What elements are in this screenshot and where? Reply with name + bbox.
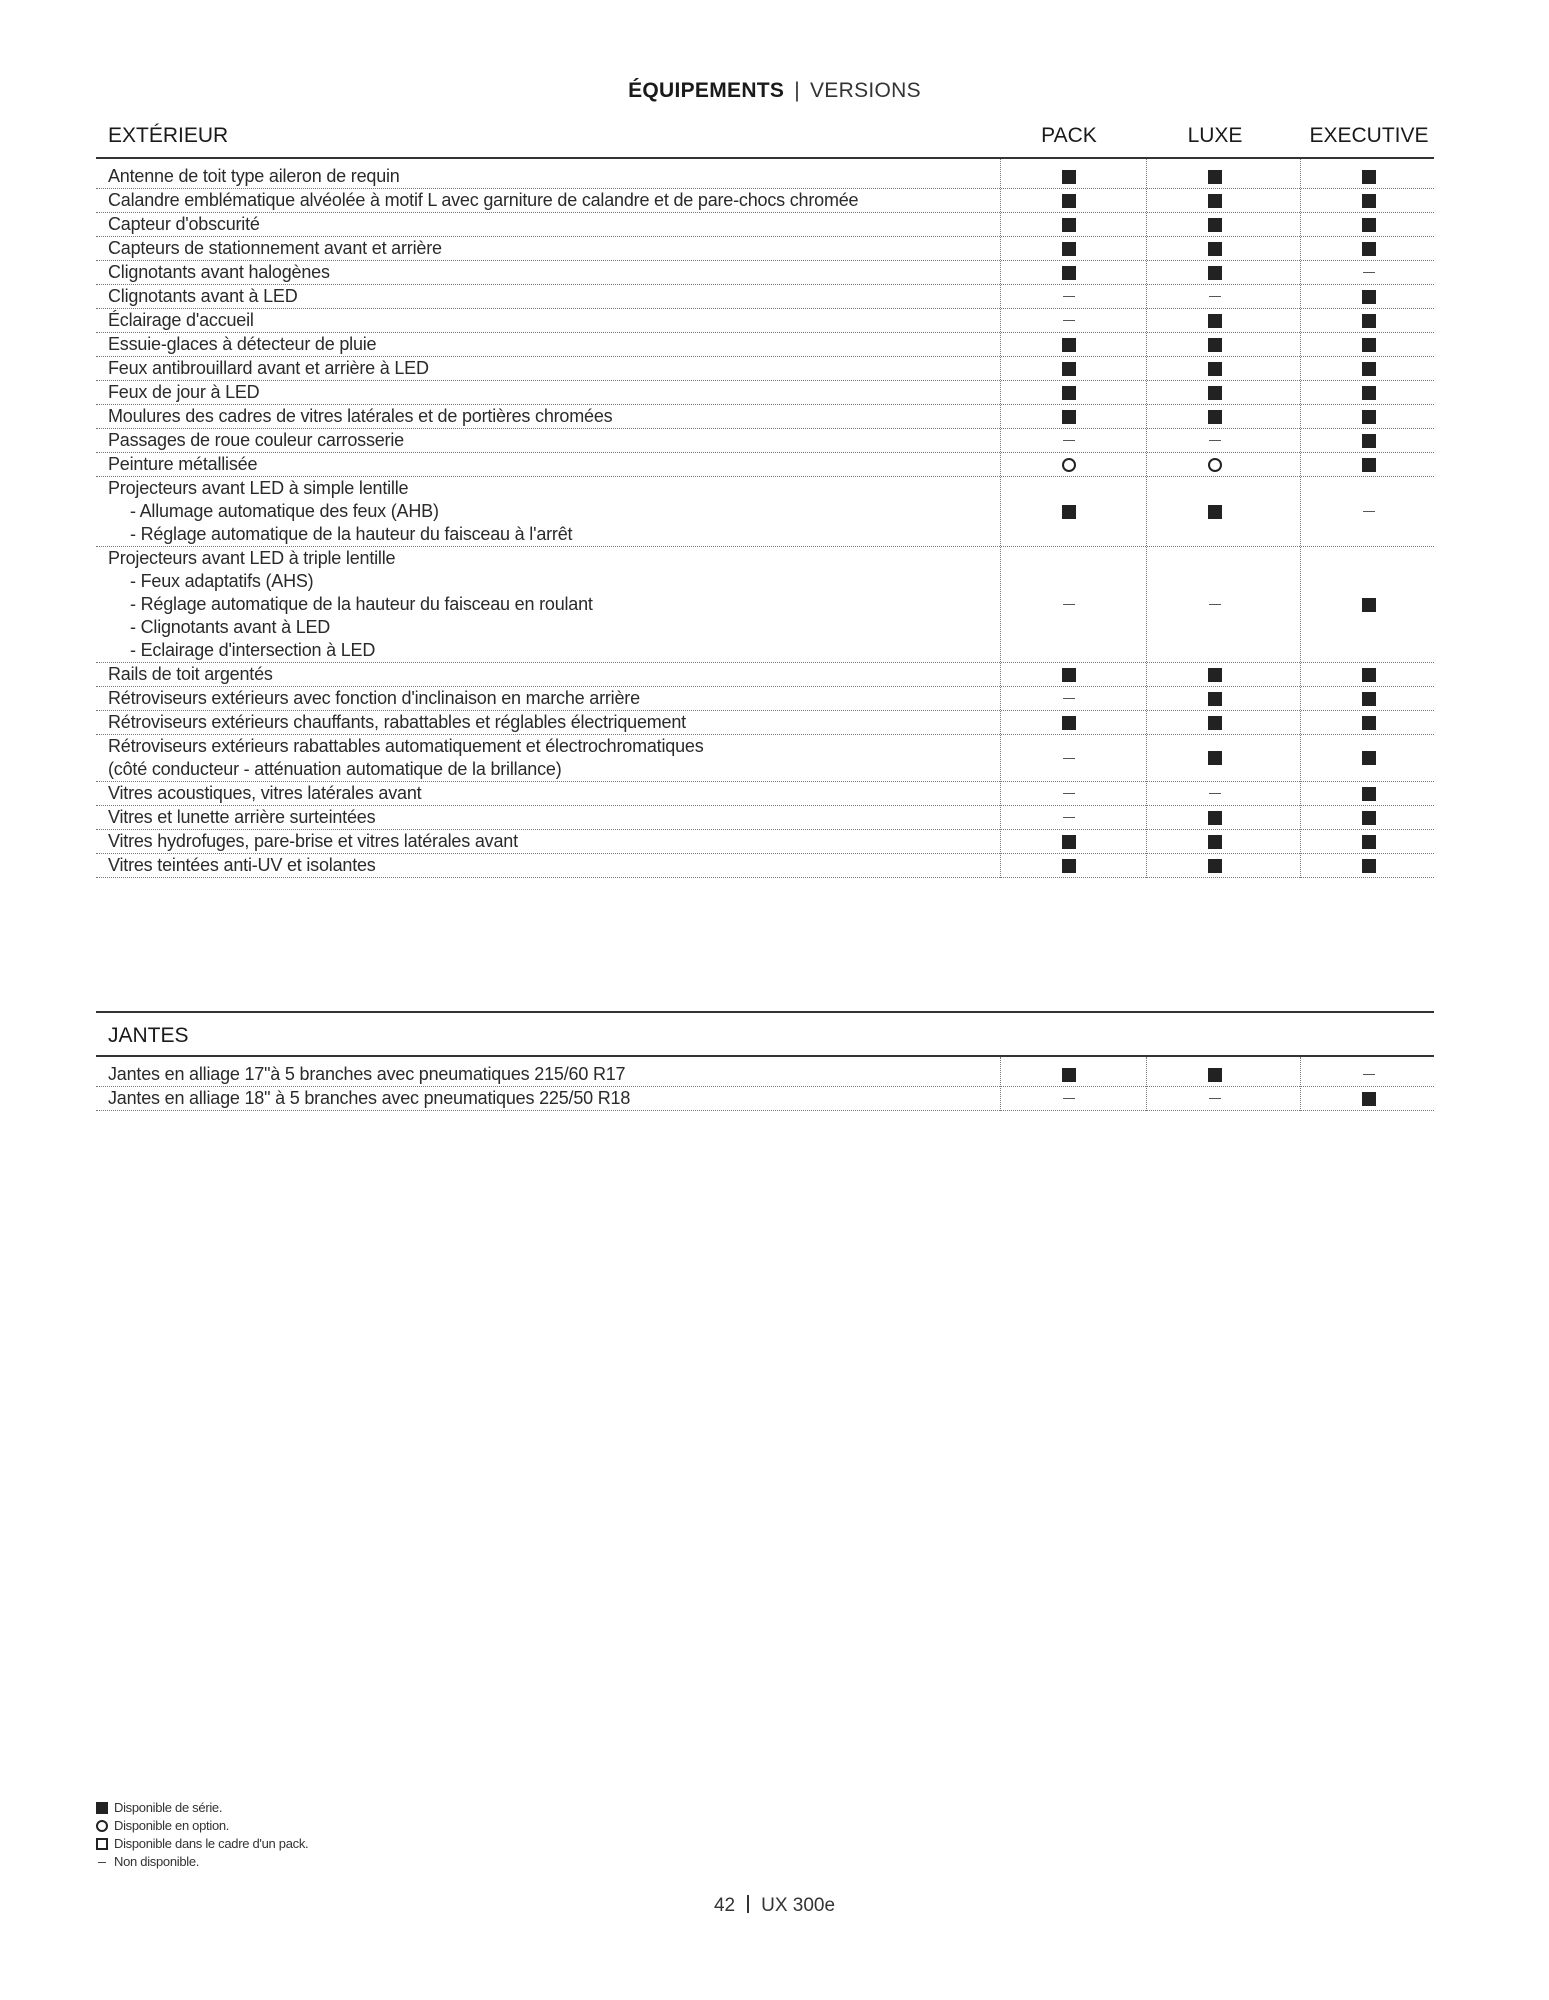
- cell-luxe: [1145, 165, 1285, 188]
- standard-square-icon: [1362, 751, 1376, 765]
- cell-executive: [1299, 547, 1439, 662]
- not-available-dash-icon: [1063, 296, 1075, 297]
- cell-luxe: [1145, 357, 1285, 380]
- legend-item: [96, 1835, 308, 1853]
- standard-square-icon: [1062, 835, 1076, 849]
- feature-name: Calandre emblématique alvéolée à motif L avec garniture de calandre et de pare-chocs chromée: [108, 190, 859, 210]
- standard-square-icon: [1062, 170, 1076, 184]
- standard-square-icon: [1208, 194, 1222, 208]
- row-label: [96, 711, 1000, 734]
- row-label: [96, 453, 1000, 476]
- standard-square-icon: [1208, 410, 1222, 424]
- legend-text: Disponible dans le cadre d'un pack.: [114, 1836, 309, 1851]
- row-label: [96, 405, 1000, 428]
- cell-executive: [1299, 213, 1439, 236]
- model-name: UX 300e: [761, 1895, 836, 1916]
- row-label: [96, 261, 1000, 284]
- standard-square-icon: [1208, 835, 1222, 849]
- not-available-dash-icon: [1209, 296, 1221, 297]
- option-circle-icon: [1062, 458, 1076, 472]
- standard-square-icon: [1208, 170, 1222, 184]
- cell-pack: [999, 453, 1139, 476]
- cell-executive: [1299, 830, 1439, 853]
- feature-name: Feux de jour à LED: [108, 382, 260, 402]
- standard-square-icon: [1362, 811, 1376, 825]
- cell-pack: [999, 333, 1139, 356]
- cell-luxe: [1145, 687, 1285, 710]
- cell-executive: [1299, 711, 1439, 734]
- standard-square-icon: [1362, 692, 1376, 706]
- not-available-dash-icon: [1209, 440, 1221, 441]
- row-label: [96, 806, 1000, 829]
- feature-detail: (côté conducteur - atténuation automatique de la brillance): [108, 759, 562, 779]
- row-label: [96, 333, 1000, 356]
- standard-square-icon: [1062, 266, 1076, 280]
- standard-square-icon: [1362, 242, 1376, 256]
- row-label: [96, 309, 1000, 332]
- cell-luxe: [1145, 261, 1285, 284]
- feature-name: Vitres hydrofuges, pare-brise et vitres latérales avant: [108, 831, 518, 851]
- table-row: [96, 1087, 1434, 1111]
- standard-square-icon: [1362, 410, 1376, 424]
- table-row: [96, 381, 1434, 405]
- standard-square-icon: [1208, 751, 1222, 765]
- standard-square-icon: [1208, 338, 1222, 352]
- standard-square-icon: [1062, 242, 1076, 256]
- row-label: [96, 237, 1000, 260]
- standard-square-icon: [1362, 290, 1376, 304]
- standard-square-icon: [1362, 434, 1376, 448]
- table-row: [96, 735, 1434, 782]
- feature-name: Peinture métallisée: [108, 454, 258, 474]
- cell-executive: [1299, 165, 1439, 188]
- cell-luxe: [1145, 309, 1285, 332]
- cell-executive: [1299, 381, 1439, 404]
- row-label: [96, 782, 1000, 805]
- cell-pack: [999, 663, 1139, 686]
- standard-square-icon: [1062, 668, 1076, 682]
- table-row: [96, 806, 1434, 830]
- feature-name: Moulures des cadres de vitres latérales et de portières chromées: [108, 406, 613, 426]
- standard-square-icon: [1208, 668, 1222, 682]
- cell-executive: [1299, 237, 1439, 260]
- feature-name: Vitres acoustiques, vitres latérales avant: [108, 783, 422, 803]
- feature-name: Vitres et lunette arrière surteintées: [108, 807, 376, 827]
- standard-square-icon: [1362, 716, 1376, 730]
- not-available-dash-icon: [1063, 817, 1075, 818]
- cell-executive: [1299, 782, 1439, 805]
- row-label: [96, 165, 1000, 188]
- feature-name: Clignotants avant à LED: [108, 286, 298, 306]
- cell-pack: [999, 547, 1139, 662]
- standard-square-icon: [1208, 242, 1222, 256]
- row-label: [96, 357, 1000, 380]
- feature-name: Antenne de toit type aileron de requin: [108, 166, 400, 186]
- feature-name: Éclairage d'accueil: [108, 310, 254, 330]
- table-row: [96, 1063, 1434, 1087]
- feature-detail: - Allumage automatique des feux (AHB): [130, 501, 439, 521]
- section-title: JANTES: [108, 1024, 189, 1047]
- feature-name: Jantes en alliage 18" à 5 branches avec pneumatiques 225/50 R18: [108, 1088, 631, 1108]
- table-row: [96, 687, 1434, 711]
- table-row: [96, 189, 1434, 213]
- table-row: [96, 453, 1434, 477]
- page-number: 42: [713, 1895, 736, 1916]
- standard-square-icon: [1062, 338, 1076, 352]
- cell-pack: [999, 854, 1139, 877]
- cell-executive: [1299, 1063, 1439, 1086]
- footer-separator: [747, 1895, 749, 1913]
- cell-luxe: [1145, 429, 1285, 452]
- cell-luxe: [1145, 547, 1285, 662]
- standard-square-icon: [1208, 362, 1222, 376]
- standard-square-icon: [1062, 386, 1076, 400]
- legend-text: Disponible de série.: [114, 1800, 223, 1815]
- table-row: [96, 782, 1434, 806]
- table-row: [96, 663, 1434, 687]
- standard-square-icon: [1062, 194, 1076, 208]
- page-header: [0, 78, 1549, 104]
- not-available-dash-icon: [1363, 1074, 1375, 1075]
- cell-luxe: [1145, 285, 1285, 308]
- cell-luxe: [1145, 735, 1285, 781]
- standard-square-icon: [1362, 859, 1376, 873]
- feature-name: Passages de roue couleur carrosserie: [108, 430, 404, 450]
- feature-name: Vitres teintées anti-UV et isolantes: [108, 855, 376, 875]
- cell-executive: [1299, 189, 1439, 212]
- feature-name: Feux antibrouillard avant et arrière à LED: [108, 358, 429, 378]
- column-header-pack: PACK: [1041, 124, 1097, 147]
- feature-detail: - Feux adaptatifs (AHS): [130, 571, 314, 591]
- cell-pack: [999, 237, 1139, 260]
- table-row: [96, 261, 1434, 285]
- legend-item: [96, 1799, 308, 1817]
- row-label: [96, 285, 1000, 308]
- feature-detail: - Eclairage d'intersection à LED: [130, 640, 376, 660]
- cell-luxe: [1145, 213, 1285, 236]
- option-circle-icon: [96, 1820, 108, 1832]
- section-exterieur: [96, 113, 1434, 878]
- cell-pack: [999, 830, 1139, 853]
- standard-square-icon: [1062, 859, 1076, 873]
- cell-luxe: [1145, 663, 1285, 686]
- legend-item: [96, 1817, 308, 1835]
- standard-square-icon: [1362, 668, 1376, 682]
- not-available-dash-icon: [1363, 511, 1375, 512]
- cell-pack: [999, 782, 1139, 805]
- cell-luxe: [1145, 189, 1285, 212]
- standard-square-icon: [1062, 505, 1076, 519]
- cell-pack: [999, 1063, 1139, 1086]
- legend-symbol: [96, 1862, 114, 1863]
- table-row: [96, 405, 1434, 429]
- table-row: [96, 357, 1434, 381]
- standard-square-icon: [1208, 716, 1222, 730]
- cell-executive: [1299, 735, 1439, 781]
- feature-detail: - Réglage automatique de la hauteur du faisceau à l'arrêt: [130, 524, 573, 544]
- cell-pack: [999, 381, 1139, 404]
- cell-pack: [999, 261, 1139, 284]
- cell-luxe: [1145, 453, 1285, 476]
- standard-square-icon: [1362, 835, 1376, 849]
- legend: [96, 1799, 308, 1871]
- cell-pack: [999, 687, 1139, 710]
- standard-square-icon: [1362, 787, 1376, 801]
- option-circle-icon: [1208, 458, 1222, 472]
- row-label: [96, 381, 1000, 404]
- column-header-executive: EXECUTIVE: [1309, 124, 1429, 147]
- table-row: [96, 547, 1434, 663]
- cell-executive: [1299, 429, 1439, 452]
- standard-square-icon: [1362, 386, 1376, 400]
- cell-executive: [1299, 1087, 1439, 1110]
- cell-luxe: [1145, 237, 1285, 260]
- row-label: [96, 477, 1000, 546]
- cell-luxe: [1145, 830, 1285, 853]
- standard-square-icon: [96, 1802, 108, 1814]
- cell-pack: [999, 165, 1139, 188]
- standard-square-icon: [1208, 266, 1222, 280]
- standard-square-icon: [1062, 218, 1076, 232]
- cell-pack: [999, 477, 1139, 546]
- standard-square-icon: [1362, 314, 1376, 328]
- row-label: [96, 854, 1000, 877]
- cell-luxe: [1145, 333, 1285, 356]
- row-label: [96, 830, 1000, 853]
- standard-square-icon: [1362, 458, 1376, 472]
- feature-name: Projecteurs avant LED à triple lentille: [108, 548, 396, 568]
- section-title: EXTÉRIEUR: [108, 124, 229, 147]
- legend-symbol: [96, 1820, 114, 1832]
- not-available-dash-icon: [1063, 320, 1075, 321]
- row-label: [96, 1087, 1000, 1110]
- not-available-dash-icon: [1063, 440, 1075, 441]
- standard-square-icon: [1362, 170, 1376, 184]
- cell-executive: [1299, 405, 1439, 428]
- cell-executive: [1299, 261, 1439, 284]
- page-footer: [0, 1895, 1549, 1917]
- standard-square-icon: [1062, 716, 1076, 730]
- not-available-dash-icon: [1063, 1098, 1075, 1099]
- standard-square-icon: [1062, 410, 1076, 424]
- table-row: [96, 165, 1434, 189]
- not-available-dash-icon: [1363, 272, 1375, 273]
- row-label: [96, 1063, 1000, 1086]
- cell-luxe: [1145, 806, 1285, 829]
- feature-detail: - Réglage automatique de la hauteur du faisceau en roulant: [130, 594, 593, 614]
- row-label: [96, 547, 1000, 662]
- not-available-dash-icon: [1209, 1098, 1221, 1099]
- not-available-dash-icon: [1063, 793, 1075, 794]
- standard-square-icon: [1062, 1068, 1076, 1082]
- cell-pack: [999, 357, 1139, 380]
- cell-luxe: [1145, 711, 1285, 734]
- cell-pack: [999, 806, 1139, 829]
- cell-executive: [1299, 357, 1439, 380]
- cell-executive: [1299, 477, 1439, 546]
- not-available-dash-icon: [1063, 698, 1075, 699]
- cell-pack: [999, 213, 1139, 236]
- feature-name: Jantes en alliage 17"à 5 branches avec pneumatiques 215/60 R17: [108, 1064, 626, 1084]
- cell-executive: [1299, 285, 1439, 308]
- cell-luxe: [1145, 381, 1285, 404]
- cell-luxe: [1145, 405, 1285, 428]
- cell-executive: [1299, 663, 1439, 686]
- row-label: [96, 429, 1000, 452]
- standard-square-icon: [1208, 218, 1222, 232]
- not-available-dash-icon: [1209, 604, 1221, 605]
- table-row: [96, 711, 1434, 735]
- cell-executive: [1299, 854, 1439, 877]
- table-row: [96, 309, 1434, 333]
- legend-symbol: [96, 1838, 114, 1850]
- feature-name: Rétroviseurs extérieurs chauffants, rabattables et réglables électriquement: [108, 712, 686, 732]
- feature-name: Projecteurs avant LED à simple lentille: [108, 478, 409, 498]
- cell-pack: [999, 1087, 1139, 1110]
- legend-item: [96, 1853, 308, 1871]
- cell-luxe: [1145, 1063, 1285, 1086]
- section-header: [96, 1011, 1434, 1057]
- equipment-table: [96, 159, 1434, 878]
- cell-pack: [999, 429, 1139, 452]
- feature-name: Rétroviseurs extérieurs rabattables automatiquement et électrochromatiques: [108, 736, 704, 756]
- cell-luxe: [1145, 1087, 1285, 1110]
- cell-executive: [1299, 687, 1439, 710]
- standard-square-icon: [1208, 505, 1222, 519]
- cell-pack: [999, 285, 1139, 308]
- table-row: [96, 285, 1434, 309]
- standard-square-icon: [1208, 1068, 1222, 1082]
- standard-square-icon: [1208, 811, 1222, 825]
- row-label: [96, 663, 1000, 686]
- column-header-luxe: LUXE: [1187, 124, 1243, 147]
- standard-square-icon: [1208, 692, 1222, 706]
- table-row: [96, 333, 1434, 357]
- cell-pack: [999, 405, 1139, 428]
- feature-name: Rétroviseurs extérieurs avec fonction d'inclinaison en marche arrière: [108, 688, 640, 708]
- cell-executive: [1299, 333, 1439, 356]
- not-available-dash-icon: [98, 1862, 106, 1863]
- standard-square-icon: [1208, 386, 1222, 400]
- standard-square-icon: [1208, 859, 1222, 873]
- table-row: [96, 429, 1434, 453]
- feature-name: Rails de toit argentés: [108, 664, 273, 684]
- cell-pack: [999, 735, 1139, 781]
- legend-text: Non disponible.: [114, 1854, 200, 1869]
- feature-name: Clignotants avant halogènes: [108, 262, 330, 282]
- standard-square-icon: [1362, 598, 1376, 612]
- not-available-dash-icon: [1209, 793, 1221, 794]
- cell-executive: [1299, 309, 1439, 332]
- cell-executive: [1299, 806, 1439, 829]
- legend-text: Disponible en option.: [114, 1818, 230, 1833]
- feature-name: Capteur d'obscurité: [108, 214, 260, 234]
- cell-luxe: [1145, 854, 1285, 877]
- not-available-dash-icon: [1063, 758, 1075, 759]
- cell-pack: [999, 189, 1139, 212]
- page-subtitle: VERSIONS: [809, 79, 921, 102]
- table-row: [96, 213, 1434, 237]
- cell-luxe: [1145, 782, 1285, 805]
- standard-square-icon: [1362, 218, 1376, 232]
- table-row: [96, 237, 1434, 261]
- section-header: [96, 113, 1434, 159]
- section-jantes: [96, 1011, 1434, 1111]
- cell-pack: [999, 711, 1139, 734]
- pack-square-outline-icon: [96, 1838, 108, 1850]
- legend-symbol: [96, 1802, 114, 1814]
- standard-square-icon: [1362, 362, 1376, 376]
- row-label: [96, 735, 1000, 781]
- page-title: ÉQUIPEMENTS: [628, 79, 785, 102]
- title-separator: |: [794, 79, 800, 102]
- table-row: [96, 854, 1434, 878]
- cell-pack: [999, 309, 1139, 332]
- table-row: [96, 830, 1434, 854]
- cell-executive: [1299, 453, 1439, 476]
- row-label: [96, 687, 1000, 710]
- not-available-dash-icon: [1063, 604, 1075, 605]
- row-label: [96, 189, 1000, 212]
- standard-square-icon: [1362, 1092, 1376, 1106]
- table-row: [96, 477, 1434, 547]
- standard-square-icon: [1208, 314, 1222, 328]
- standard-square-icon: [1362, 338, 1376, 352]
- feature-detail: - Clignotants avant à LED: [130, 617, 331, 637]
- cell-luxe: [1145, 477, 1285, 546]
- feature-name: Capteurs de stationnement avant et arrière: [108, 238, 442, 258]
- row-label: [96, 213, 1000, 236]
- standard-square-icon: [1362, 194, 1376, 208]
- feature-name: Essuie-glaces à détecteur de pluie: [108, 334, 377, 354]
- equipment-table: [96, 1057, 1434, 1111]
- standard-square-icon: [1062, 362, 1076, 376]
